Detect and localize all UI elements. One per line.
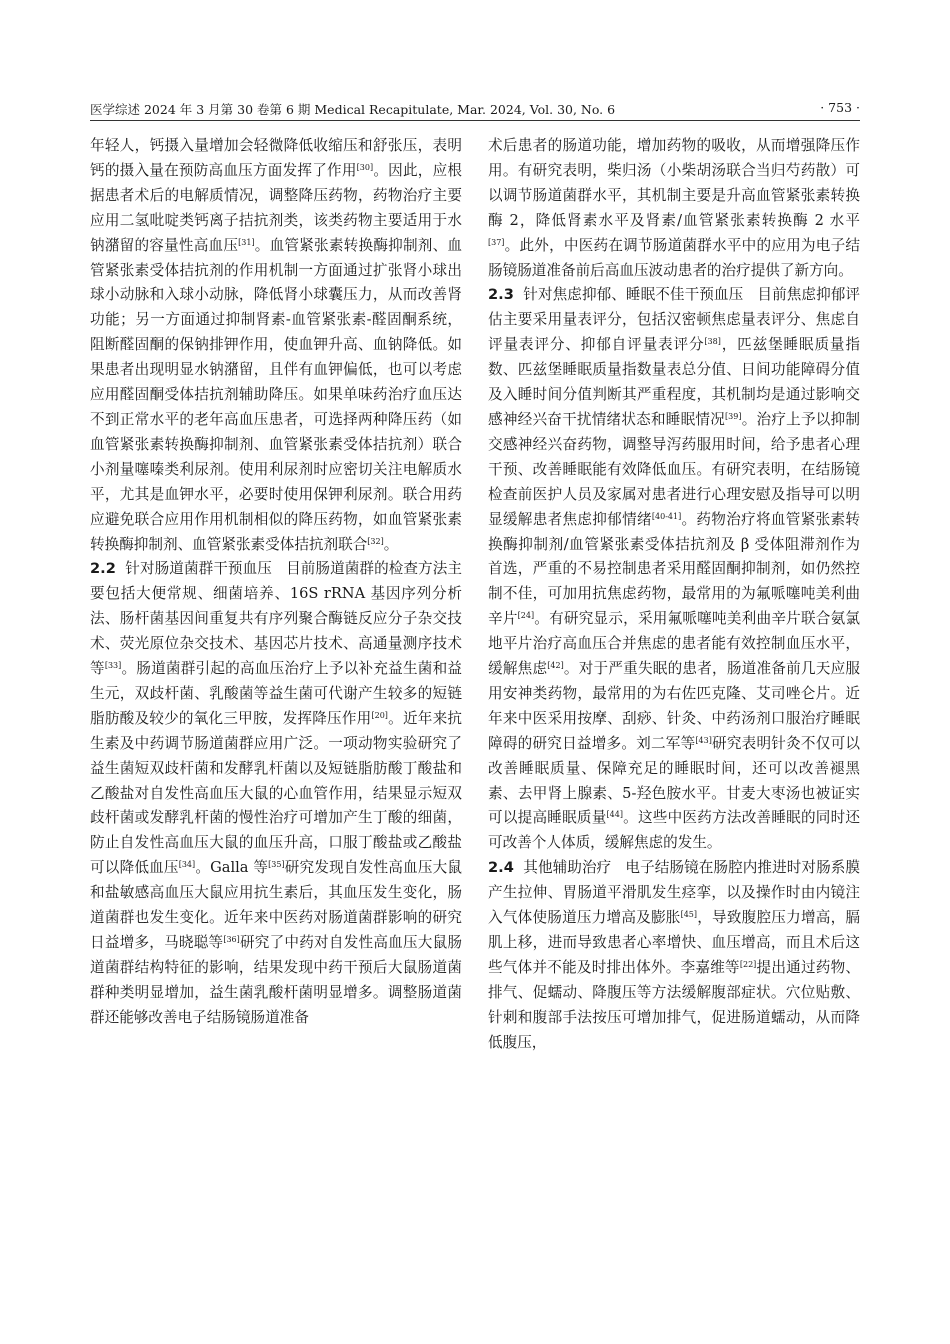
citation-ref[interactable]: [37] — [488, 237, 505, 247]
citation-ref[interactable]: [42] — [547, 661, 564, 671]
citation-ref[interactable]: [40-41] — [651, 511, 682, 521]
section-number: 2.3 — [488, 286, 514, 304]
citation-ref[interactable]: [43] — [695, 735, 712, 745]
citation-ref[interactable]: [35] — [268, 860, 285, 870]
citation-ref[interactable]: [34] — [178, 860, 196, 870]
section-number: 2.2 — [90, 560, 116, 578]
citation-ref[interactable]: [24] — [517, 611, 535, 621]
citation-ref[interactable]: [33] — [104, 661, 122, 671]
page-number: · 753 · — [820, 100, 860, 115]
paragraph: 2.3 针对焦虑抑郁、睡眠不佳干预血压 目前焦虑抑郁评估主要采用量表评分，包括汉密顿焦虑量表评分、焦虑自评量表评分、抑郁自评量表评分[38]，匹兹堡睡眠质量指数、匹兹堡睡眠质量指数量表总分值、日间功能障碍分值及入睡时间分值判断其严重程度，其机制均是通过影响交感神经兴奋干扰情绪状态和睡眠情况[39]。治疗上予以抑制交感神经兴奋药物，调整导泻药服用时间，给予患者心理干预、改善睡眠能有效降低血压。有研究表明，在结肠镜检查前医护人员及家属对患者进行心理安慰及指导可以明显缓解患者焦虑抑郁情绪[40-41]。药物治疗将血管紧张素转换酶抑制剂/血管紧张素受体拮抗剂及 β 受体阻滞剂作为首选，严重的不易控制患者采用醛固酮抑制剂，如仍然控制不佳，可加用抗焦虑药物，最常用的为氟哌噻吨美利曲辛片[24]。有研究显示，采用氟哌噻吨美利曲辛片联合氨氯地平片治疗高血压合并焦虑的患者能有效控制血压水平，缓解焦虑[42]。对于严重失眠的患者，肠道准备前几天应服用安神类药物，最常用的为右佐匹克隆、艾司唑仑片。近年来中医采用按摩、刮痧、针灸、中药汤剂口服治疗睡眠障碍的研究日益增多。刘二军等[43]研究表明针灸不仅可以改善睡眠质量、保障充足的睡眠时间，还可以改善褪黑素、去甲肾上腺素、5-羟色胺水平。甘麦大枣汤也被证实可以提高睡眠质量[44]。这些中医药方法改善睡眠的同时还可改善个人体质，缓解焦虑的发生。 — [488, 286, 860, 852]
paragraph: 2.4 其他辅助治疗 电子结肠镜在肠腔内推进时对肠系膜产生拉伸、胃肠道平滑肌发生痉挛，以及操作时由内镜注入气体使肠道压力增高及膨胀[45]，导致腹腔压力增高，膈肌上移，进而导致患者心率增快、血压增高，而且术后这些气体并不能及时排出体外。李嘉维等[22]提出通过药物、排气、促蠕动、降腹压等方法缓解腹部症状。穴位贴敷、针刺和腹部手法按压可增加排气，促进肠道蠕动，从而降低腹压， — [488, 859, 860, 1051]
citation-ref[interactable]: [30] — [356, 162, 374, 172]
section-heading: 针对焦虑抑郁、睡眠不佳干预血压 — [523, 286, 744, 304]
citation-ref[interactable]: [20] — [371, 710, 388, 720]
citation-ref[interactable]: [31] — [238, 237, 255, 247]
citation-ref[interactable]: [22] — [739, 959, 757, 969]
left-column — [90, 134, 462, 1031]
running-header — [90, 98, 860, 121]
section-heading: 其他辅助治疗 — [523, 859, 612, 877]
citation-ref[interactable]: [32] — [367, 536, 384, 546]
right-column — [488, 134, 860, 1056]
section-heading: 针对肠道菌群干预血压 — [125, 560, 272, 578]
citation-ref[interactable]: [39] — [725, 411, 742, 421]
paragraph: 2.2 针对肠道菌群干预血压 目前肠道菌群的检查方法主要包括大便常规、细菌培养、16S rRNA 基因序列分析法、肠杆菌基因间重复共有序列聚合酶链反应分子杂交技术、荧光原位杂交技术、基因芯片技术、高通量测序技术等[33]。肠道菌群引起的高血压治疗上予以补充益生菌和益生元，双歧杆菌、乳酸菌等益生菌可代谢产生较多的短链脂肪酸及较少的氧化三甲胺，发挥降压作用[20]。近年来抗生素及中药调节肠道菌群应用广泛。一项动物实验研究了益生菌短双歧杆菌和发酵乳杆菌以及短链脂肪酸丁酸盐和乙酸盐对自发性高血压大鼠的心血管作用，结果显示短双歧杆菌或发酵乳杆菌的慢性治疗可增加产生丁酸的细菌，防止自发性高血压大鼠的血压升高，口服丁酸盐或乙酸盐可以降低血压[34]。Galla 等[35]研究发现自发性高血压大鼠和盐敏感高血压大鼠应用抗生素后，其血压发生变化，肠道菌群也发生变化。近年来中医药对肠道菌群影响的研究日益增多，马晓聪等[36]研究了中药对自发性高血压大鼠肠道菌群结构特征的影响，结果发现中药干预后大鼠肠道菌群种类明显增加，益生菌乳酸杆菌明显增多。调整肠道菌群还能够改善电子结肠镜肠道准备 — [90, 560, 462, 1026]
citation-ref[interactable]: [45] — [680, 910, 698, 920]
citation-ref[interactable]: [44] — [606, 810, 623, 820]
paragraph: 术后患者的肠道功能，增加药物的吸收，从而增强降压作用。有研究表明，柴归汤（小柴胡汤联合当归芍药散）可以调节肠道菌群水平，其机制主要是升高血管紧张素转换酶 2，降低肾素水平及肾素/血管紧张素转换酶 2 水平[37]。此外，中医药在调节肠道菌群水平中的应用为电子结肠镜肠道准备前后高血压波动患者的治疗提供了新方向。 — [488, 137, 860, 279]
citation-ref[interactable]: [38] — [704, 337, 721, 347]
citation-ref[interactable]: [36] — [223, 935, 240, 944]
journal-citation: 医学综述 2024 年 3 月第 30 卷第 6 期 Medical Recapitulate, Mar. 2024, Vol. 30, No. 6 — [90, 102, 616, 117]
paragraph: 年轻人，钙摄入量增加会轻微降低收缩压和舒张压，表明钙的摄入量在预防高血压方面发挥了作用[30]。因此，应根据患者术后的电解质情况，调整降压药物，药物治疗主要应用二氢吡啶类钙离子拮抗剂类，该类药物主要适用于水钠潴留的容量性高血压[31]。血管紧张素转换酶抑制剂、血管紧张素受体拮抗剂的作用机制一方面通过扩张肾小球出球小动脉和入球小动脉，降低肾小球囊压力，从而改善肾功能；另一方面通过抑制肾素-血管紧张素-醛固酮系统，阻断醛固酮的保钠排钾作用，使血钾升高、血钠降低。如果患者出现明显水钠潴留，且伴有血钾偏低，也可以考虑应用醛固酮受体拮抗剂辅助降压。如果单味药治疗血压达不到正常水平的老年高血压患者，可选择两种降压药（如血管紧张素转换酶抑制剂、血管紧张素受体拮抗剂）联合小剂量噻嗪类利尿剂。使用利尿剂时应密切关注电解质水平，尤其是血钾水平，必要时使用保钾利尿剂。联合用药应避免联合应用作用机制相似的降压药物，如血管紧张素转换酶抑制剂、血管紧张素受体拮抗剂联合[32]。 — [90, 137, 462, 553]
section-number: 2.4 — [488, 859, 514, 877]
